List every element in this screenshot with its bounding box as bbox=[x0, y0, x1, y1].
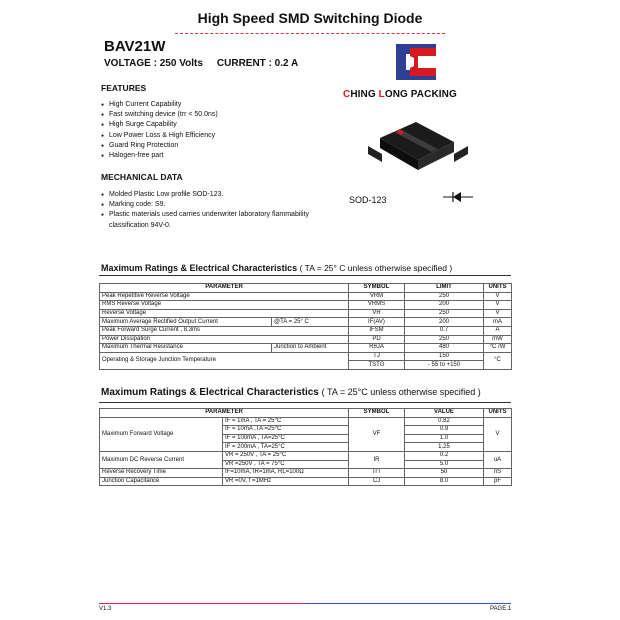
table-row: IF = 200mA , TA=25°C 1.25 bbox=[100, 443, 512, 452]
mechanical-heading: MECHANICAL DATA bbox=[101, 172, 183, 182]
table-row: Maximum Forward Voltage IF = 1mA , TA = 25°C VF 0.82 V bbox=[100, 417, 512, 426]
table-row: VR =250V , TA = 75°C 5.0 bbox=[100, 460, 512, 469]
table-header-row: PARAMETER SYMBOL LIMIT UNITS bbox=[100, 284, 512, 293]
section-divider bbox=[99, 275, 511, 276]
electrical-characteristics-table bbox=[99, 408, 512, 486]
max-ratings-table bbox=[99, 283, 512, 370]
mechanical-list bbox=[101, 190, 311, 231]
page-number: PAGE.1 bbox=[490, 606, 512, 612]
table-row: Reverse Voltage VR 250 V bbox=[100, 309, 512, 318]
table-row: Maximum Average Rectified Output Current @TA = 25° C IF(AV) 200 mA bbox=[100, 318, 512, 327]
table-row: Reverse Recovery Time IF=10mA, IR=1mA, RL=100Ω TrT 50 nS bbox=[100, 469, 512, 478]
footer-divider bbox=[305, 603, 511, 604]
voltage-rating: VOLTAGE : 250 Volts bbox=[104, 58, 203, 69]
ching-long-logo-icon bbox=[396, 44, 436, 80]
max-ratings-heading: Maximum Ratings & Electrical Characteristics ( TA = 25° C unless otherwise specified ) bbox=[101, 263, 453, 273]
part-number: BAV21W bbox=[104, 38, 166, 55]
table-header-row: PARAMETER SYMBOL VALUE UNITS bbox=[100, 409, 512, 418]
list-item: ● Fast switching device (trr < 50.0ns) bbox=[101, 110, 301, 120]
list-item: ● High Current Capability bbox=[101, 100, 301, 110]
list-item: ● Halogen-free part bbox=[101, 151, 301, 161]
document-title: High Speed SMD Switching Diode bbox=[197, 10, 423, 26]
rating-summary bbox=[104, 58, 298, 69]
features-heading: FEATURES bbox=[101, 83, 147, 93]
version-label: V1.3 bbox=[99, 606, 112, 612]
table-row: Operating & Storage Junction Temperature TJ 150 °C bbox=[100, 352, 512, 361]
list-item: ● High Surge Capability bbox=[101, 120, 301, 130]
list-item: ● Low Power Loss & High Efficiency bbox=[101, 131, 301, 141]
table-row: Maximum DC Reverse Current VR = 250V , TA = 25°C IR 0.2 uA bbox=[100, 451, 512, 460]
list-item: ● Molded Plastic Low profile SOD-123. bbox=[101, 190, 311, 200]
table-row: IF = 10mA ,TA =25°C 0.9 bbox=[100, 426, 512, 435]
sod123-package-icon bbox=[358, 110, 478, 180]
brand-name: CHING LONG PACKING bbox=[343, 89, 457, 100]
table-row: Peak Forward Surge Current , 8.3ms IFSM 0.7 A bbox=[100, 326, 512, 335]
list-item: ● Plastic materials used carries underwriter laboratory flammability classification 94V-0. bbox=[101, 210, 311, 230]
diode-symbol-icon bbox=[443, 190, 473, 204]
package-label: SOD-123 bbox=[349, 195, 387, 205]
table-row: Peak Repetitive Reverse Voltage VRM 250 V bbox=[100, 292, 512, 301]
list-item: ● Marking code: S9. bbox=[101, 200, 311, 210]
title-underline bbox=[175, 33, 445, 34]
table-row: Maximum Thermal Resistance Junction to Ambient RθJA 480 °C /W bbox=[100, 344, 512, 353]
table-row: Junction Capacitance VR =0V, f =1MHz CJ 8.0 pF bbox=[100, 477, 512, 486]
table-row: TSTG - 55 to +150 bbox=[100, 361, 512, 370]
list-item: ● Guard Ring Protection bbox=[101, 141, 301, 151]
features-list bbox=[101, 100, 301, 161]
table-row: Power Dissipation PD 250 mW bbox=[100, 335, 512, 344]
section-divider bbox=[99, 402, 511, 403]
current-rating: CURRENT : 0.2 A bbox=[216, 58, 299, 69]
table-row: IF = 100mA , TA=25°C 1.0 bbox=[100, 434, 512, 443]
table-row: RMS Reverse Voltage VRMS 200 V bbox=[100, 301, 512, 310]
electrical-characteristics-heading: Maximum Ratings & Electrical Characteristics ( TA = 25°C unless otherwise specified ) bbox=[101, 387, 481, 398]
